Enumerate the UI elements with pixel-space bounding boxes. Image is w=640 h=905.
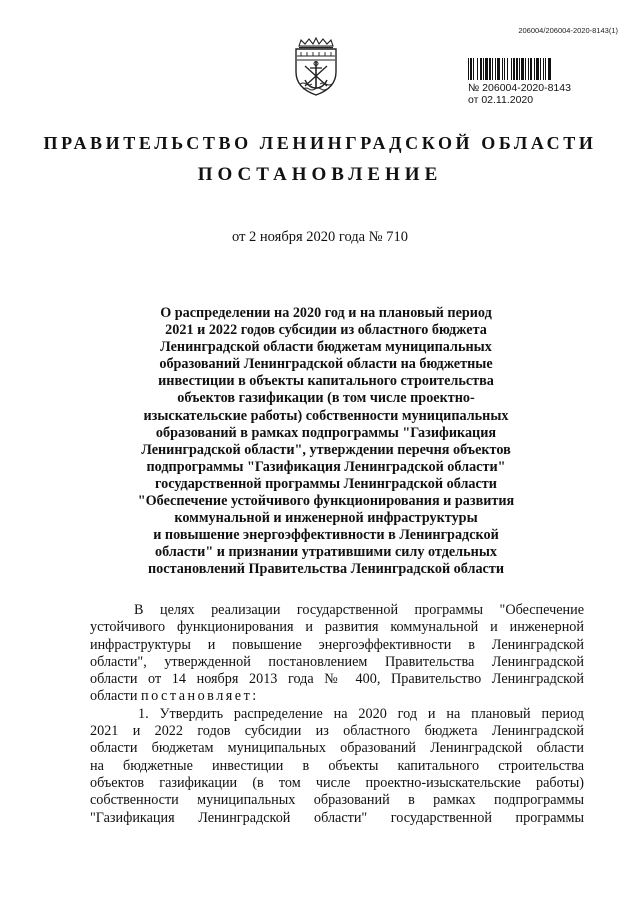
subject-line: государственной программы Ленинградской области [155,475,497,492]
subject-line: инвестиции в объекты капитального строительства [158,373,494,390]
subject-line: и повышение энергоэффективности в Ленинградской [153,527,499,544]
body-line: инфраструктуры и повышение энергоэффективности в Ленинградской [90,636,584,653]
resolution-subject [120,305,532,579]
body-line: объектов газификации (в том числе проектно-изыскательские работы) [90,774,584,791]
body-line: устойчивого функционирования и развития коммунальной и инженерной [90,619,584,636]
body-text: области [90,688,138,705]
body-line: собственности муниципальных образований в рамках подпрограммы [90,792,584,809]
subject-line: изыскательские работы) собственности муниципальных [143,407,509,424]
body-line: на бюджетные инвестиции в объекты капитального строительства [90,757,584,774]
subject-line: области" и признании утратившими силу отдельных [155,544,497,561]
subject-line: коммунальной и инженерной инфраструктуры [174,510,478,527]
subject-line: образований в рамках подпрограммы "Газификация [155,424,497,441]
subject-line: образований Ленинградской области на бюджетные [159,356,493,373]
registration-block [468,58,598,106]
government-title: ПРАВИТЕЛЬСТВО ЛЕНИНГРАДСКОЙ ОБЛАСТИ [43,133,597,153]
barcode [468,58,592,80]
body-line: "Газификация Ленинградской области" государственной программы [90,809,584,826]
body-line: 2021 и 2022 годов субсидии из областного бюджета Ленинградской [90,723,584,740]
body-line: В целях реализации государственной программы "Обеспечение [134,602,584,618]
registration-number: № 206004-2020-8143 [468,82,571,94]
registration-date: от 02.11.2020 [468,94,534,106]
preamble-paragraph [90,602,584,706]
subject-line: Ленинградской области", утверждении перечня объектов [141,441,511,458]
document-reference-code: 206004/206004-2020-8143(1) [518,26,618,35]
document-date-number: от 2 ноября 2020 года № 710 [232,229,408,245]
body-line: 1. Утвердить распределение на 2020 год и на плановый период [138,705,584,722]
body-line: области", утвержденной постановлением Правительства Ленинградской [90,653,584,670]
subject-line: объектов газификации (в том числе проектно- [177,390,475,407]
subject-line: "Обеспечение устойчивого функционирования и развития [137,493,515,510]
subject-line: Ленинградской области бюджетам муниципальных [160,339,492,356]
coat-of-arms-emblem [285,36,347,98]
resolves-word: постановляет: [140,688,259,705]
subject-line: О распределении на 2020 год и на плановый период [160,305,492,321]
document-body [90,602,584,827]
clause-1-paragraph [90,706,584,827]
subject-line: подпрограммы "Газификация Ленинградской области" [146,458,506,475]
body-line [90,688,584,705]
body-line: области от 14 ноября 2013 года № 400, Правительство Ленинградской [90,671,584,688]
body-line: области бюджетам муниципальных образований Ленинградской области [90,740,584,757]
document-type-heading: ПОСТАНОВЛЕНИЕ [197,164,443,185]
subject-line: постановлений Правительства Ленинградской области [148,561,504,578]
subject-line: 2021 и 2022 годов субсидии из областного бюджета [165,322,487,339]
